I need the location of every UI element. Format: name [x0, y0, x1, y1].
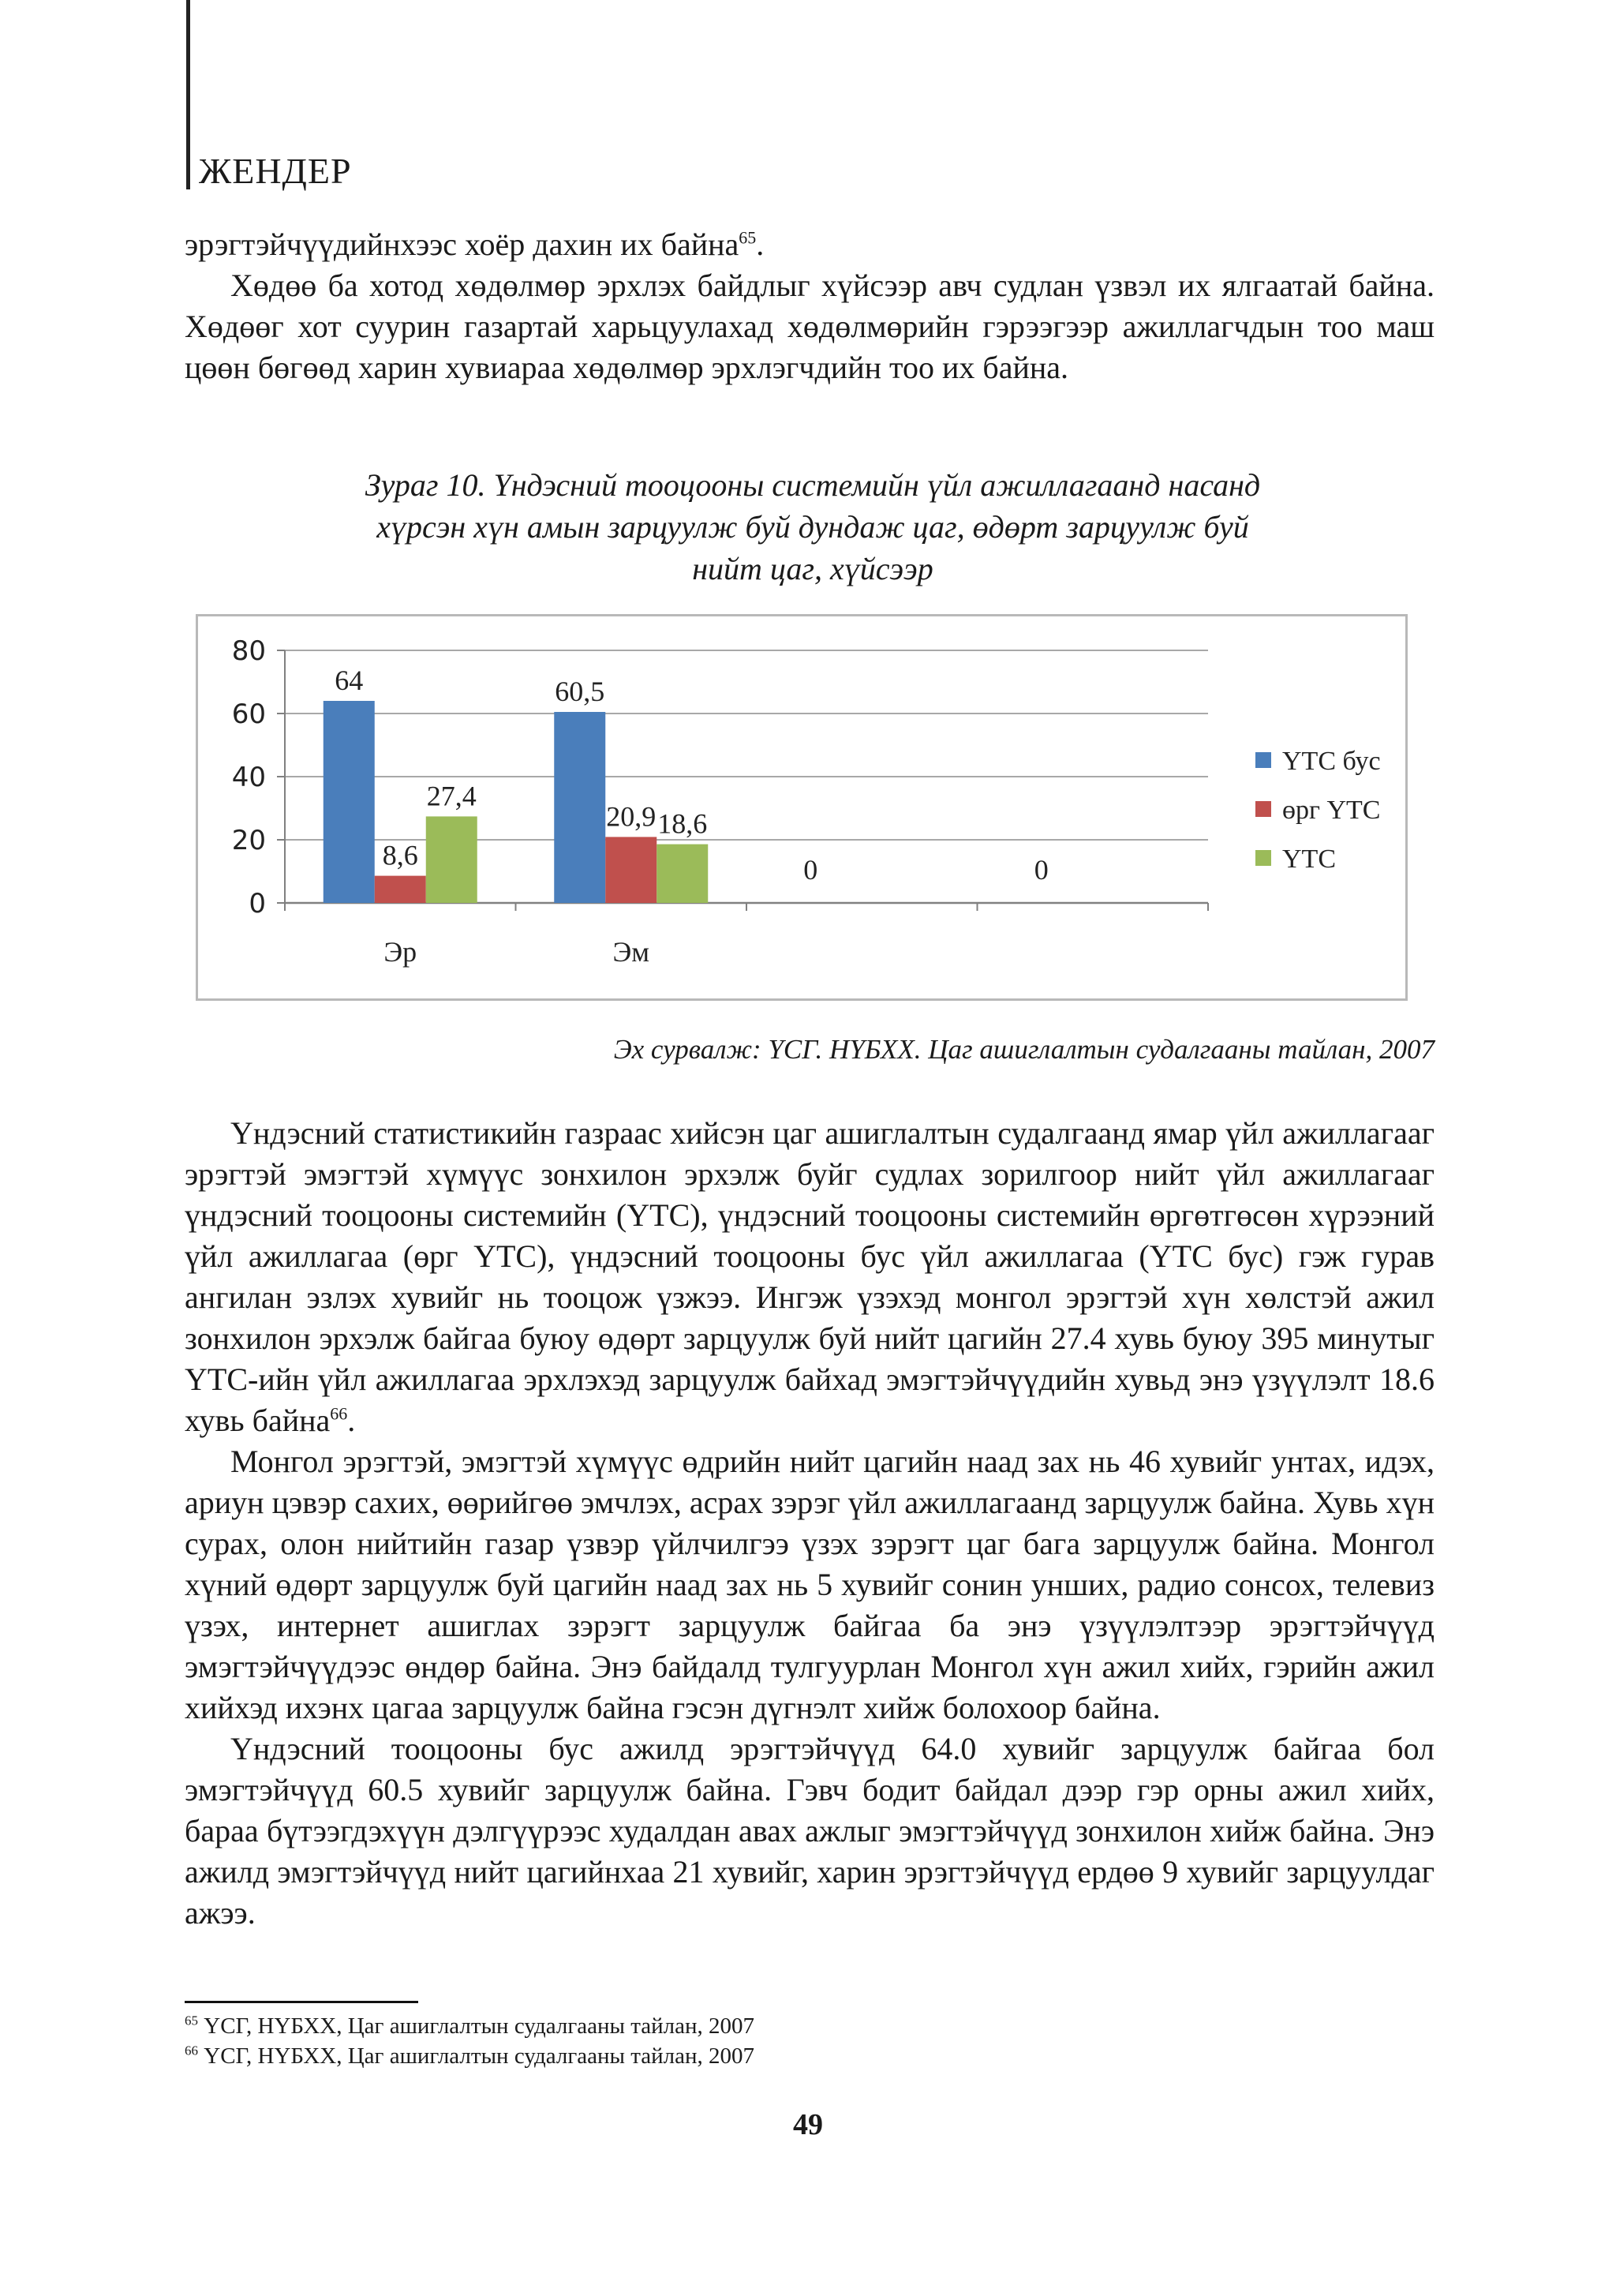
- figure-source: Эх сурвалж: ҮСГ. НҮБХХ. Цаг ашиглалтын судалгааны тайлан, 2007: [613, 1034, 1435, 1065]
- data-label: 0: [803, 854, 818, 886]
- bar-ҮТС бус-Эр: [324, 701, 375, 903]
- body-paragraph-1-line-5: үйл ажиллагаа (ҮТС бус) гэж гурав ангилан эзлэх хувийг нь тооцож үзжээ. Ингэж: [185, 1238, 1435, 1315]
- bar-ҮТС-Эр: [426, 816, 477, 903]
- legend-label: өрг ҮТС: [1282, 796, 1381, 825]
- x-category-label: Эм: [612, 936, 650, 968]
- footnote-66: [185, 2041, 754, 2071]
- intro-text: [185, 224, 1435, 388]
- y-tick-label: 20: [231, 825, 266, 856]
- data-label: 64: [335, 665, 364, 696]
- footnote-ref-65[interactable]: 65: [739, 227, 757, 248]
- body-paragraph-1: [185, 1113, 1435, 1441]
- y-tick-label: 40: [231, 762, 266, 793]
- footnote-rule: [185, 2001, 418, 2003]
- data-label: 8,6: [382, 839, 418, 871]
- body-paragraph-1-line-2: ажиллагааг эрэгтэй эмэгтэй хүмүүс зонхилон эрхэлж буйг судлах зорилгоор: [185, 1115, 1435, 1192]
- body-paragraph-1-line-8: эрхлэхэд зарцуулж байхад эмэгтэйчүүдийн хувьд энэ үзүүлэлт 18.6 хувь байна: [185, 1361, 1435, 1438]
- body-paragraph-2: Монгол эрэгтэй, эмэгтэй хүмүүс өдрийн нийт цагийн наад зах нь 46 хувийг унтах, идэх, ариун цэвэр сахих, өөрийгөө эмчлэх, асрах зэрэг үйл ажиллагаанд зарцуулж байна. Хувь хүн сурах, олон нийтийн газар үзвэр үйлчилгээ үзэх зэрэгт цаг бага зарцуулж байна. Монгол хүний өдөрт зарцуулж буй цагийн наад зах нь 5 хувийг сонин унших, радио сонсох, телевиз үзэх, интернет ашиглах зэрэгт зарцуулж байгаа ба энэ үзүүлэлтээр эрэгтэйчүүд эмэгтэйчүүдээс өндөр байна. Энэ байдалд тулгуурлан Монгол хүн ажил хийх, гэрийн ажил хийхэд ихэнх цагаа зарцуулж байна гэсэн дүгнэлт хийж болохоор байна.: [185, 1444, 1435, 1725]
- body-paragraph-1-end: .: [347, 1403, 356, 1438]
- footnote-text-66: ҮСГ, НҮБХХ, Цаг ашиглалтын судалгааны тайлан, 2007: [204, 2043, 755, 2069]
- data-label: 27,4: [426, 780, 477, 812]
- footnote-text-65: ҮСГ, НҮБХХ, Цаг ашиглалтын судалгааны тайлан, 2007: [204, 2013, 755, 2039]
- legend-swatch-ҮТС: [1255, 850, 1271, 866]
- legend-label: ҮТС: [1282, 845, 1336, 874]
- figure-caption-line-3: нийт цаг, хүйсээр: [692, 551, 933, 586]
- legend-label: ҮТС бус: [1282, 747, 1381, 776]
- bar-өрг ҮТС-Эм: [605, 837, 656, 903]
- body-paragraph-1-line-3: нийт үйл ажиллагааг үндэсний тооцооны системийн (ҮТС), үндэсний тооцооны: [185, 1156, 1435, 1233]
- main-text: [185, 1113, 1435, 1934]
- intro-paragraph-1: [185, 224, 1435, 265]
- data-label: 18,6: [657, 807, 708, 840]
- body-paragraph-1-line-1: Үндэсний статистикийн газраас хийсэн цаг ашиглалтын судалгаанд ямар үйл: [230, 1115, 1274, 1151]
- header-rule: [186, 0, 190, 189]
- footnote-mark-66: 66: [185, 2043, 198, 2058]
- x-category-label: Эр: [383, 936, 417, 968]
- bar-ҮТС бус-Эм: [554, 712, 605, 903]
- body-paragraph-1-line-6: үзэхэд монгол эрэгтэй хүн хөлстэй ажил зонхилон эрхэлж байгаа буюу өдөрт: [185, 1279, 1435, 1356]
- bar-ҮТС-Эм: [656, 845, 708, 903]
- intro-paragraph-1-text: эрэгтэйчүүдийнхээс хоёр дахин их байна: [185, 227, 739, 262]
- figure-caption-line-1: Зураг 10. Үндэсний тооцооны системийн үйл ажиллагаанд насанд: [365, 467, 1261, 503]
- section-header: ЖЕНДЕР: [199, 151, 352, 191]
- figure-caption-line-2: хүрсэн хүн амын зарцуулж буй дундаж цаг, өдөрт зарцуулж буй: [376, 509, 1249, 545]
- body-paragraph-1-line-7: зарцуулж буй нийт цагийн 27.4 хувь буюу 395 минутыг ҮТС-ийн үйл ажиллагаа: [185, 1320, 1435, 1397]
- footnote-65: [185, 2011, 754, 2041]
- data-label: 60,5: [555, 676, 605, 707]
- data-label: 0: [1034, 854, 1049, 886]
- legend-swatch-ҮТС бус: [1255, 752, 1271, 768]
- bar-өрг ҮТС-Эр: [375, 876, 426, 903]
- page-number: 49: [793, 2108, 823, 2141]
- intro-paragraph-2: Хөдөө ба хотод хөдөлмөр эрхлэх байдлыг хүйсээр авч судлан үзвэл их ялгаатай байна. Хөдөөг хот суурин газартай харьцуулахад хөдөлмөрийн гэрээгээр ажиллагчдын тоо маш цөөн бөгөөд харин хувиараа хөдөлмөр эрхлэгчдийн тоо их байна.: [185, 268, 1435, 385]
- legend-swatch-өрг ҮТС: [1255, 801, 1271, 817]
- figure-caption: [331, 464, 1294, 590]
- body-paragraph-1-line-4: системийн өргөтгөсөн хүрээний үйл ажиллагаа (өрг ҮТС), үндэсний тооцооны бус: [185, 1197, 1435, 1274]
- intro-paragraph-1-end: .: [756, 227, 765, 262]
- footnotes: [185, 2011, 754, 2071]
- y-tick-label: 80: [231, 635, 266, 667]
- data-label: 20,9: [606, 800, 656, 833]
- y-tick-label: 60: [231, 699, 266, 730]
- footnote-ref-66[interactable]: 66: [330, 1403, 348, 1424]
- y-tick-label: 0: [249, 888, 266, 920]
- chart-frame: [196, 614, 1408, 1001]
- body-paragraph-3: Үндэсний тооцооны бус ажилд эрэгтэйчүүд 64.0 хувийг зарцуулж байгаа бол эмэгтэйчүүд 60.5 хувийг зарцуулж байна. Гэвч бодит байдал дээр гэр орны ажил хийх, бараа бүтээгдэхүүн дэлгүүрээс худалдан авах ажлыг эмэгтэйчүүд зонхилон хийж байна. Энэ ажилд эмэгтэйчүүд нийт цагийнхаа 21 хувийг, харин эрэгтэйчүүд ердөө 9 хувийг зарцуулдаг ажээ.: [185, 1731, 1435, 1931]
- bar-chart: [198, 616, 1405, 998]
- footnote-mark-65: 65: [185, 2013, 198, 2028]
